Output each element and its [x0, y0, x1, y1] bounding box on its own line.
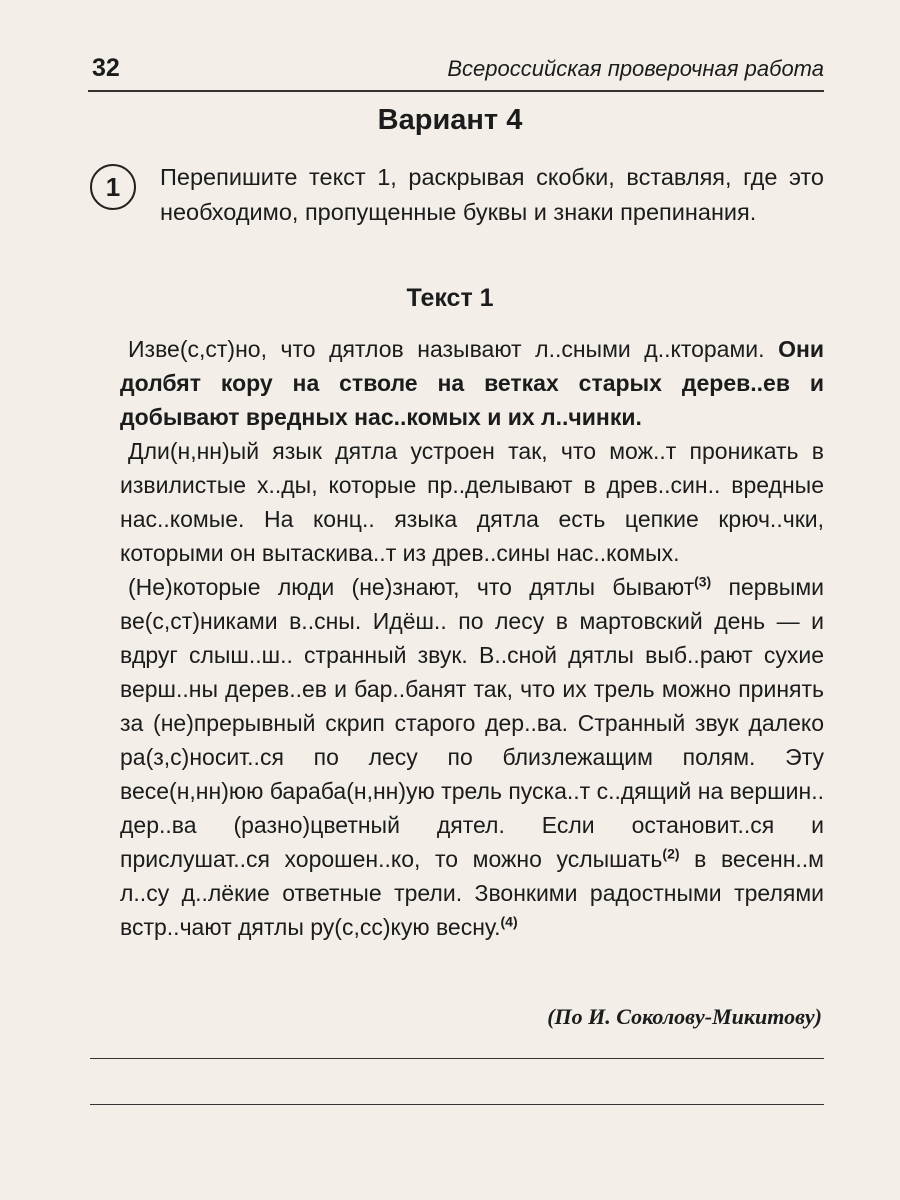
paragraph-1-normal: Изве(с,ст)но, что дятлов называют л..сными д..кторами. — [128, 336, 779, 362]
superscript-4: (4) — [500, 913, 518, 930]
paragraph-3-part-b: первыми ве(с,ст)никами в..сны. Идёш.. по лесу в мартовский день — и вдруг слыш..ш.. странный звук. В..сной дятлы выб..рают сухие верш..ны дерев..ев и бар..банят так, что их трель можно принять за (не)прерывный скрип старого дер..ва. Странный звук далеко ра(з,с)носит..ся по лесу по близлежащим полям. Эту весе(н,нн)юю бараба(н,нн)ую трель пуска..т с..дящий на вершин.. дер..ва (разно)цветный дятел. Если остановит..ся и прислушат..ся хорошен..ко, то можно услышать — [120, 574, 824, 872]
task-block — [90, 160, 824, 230]
task-number-circle: 1 — [90, 164, 136, 210]
header-title: Всероссийская проверочная работа — [447, 56, 824, 81]
exercise-text — [120, 332, 824, 944]
page-number: 32 — [92, 54, 120, 82]
answer-line-1[interactable] — [90, 1058, 824, 1059]
variant-title: Вариант 4 — [377, 104, 523, 136]
answer-line-2[interactable] — [90, 1104, 824, 1105]
text-title: Текст 1 — [406, 284, 494, 312]
task-instruction: Перепишите текст 1, раскрывая скобки, вставляя, где это необходимо, пропущенные буквы и знаки препинания. — [160, 164, 824, 225]
paragraph-3-part-a: (Не)которые люди (не)знают, что дятлы бывают — [128, 574, 695, 600]
paragraph-2: Дли(н,нн)ый язык дятла устроен так, что мож..т проникать в извилистые х..ды, которые пр..делывают в древ..син.. вредные нас..комые. На конц.. языка дятла есть цепкие крюч..чки, которыми он вытаскива..т из древ..сины нас..комых. — [120, 438, 824, 566]
paragraph-3-part-c: в весенн..м л..су д..лёкие ответные трели. Звонкими радостными трелями встр..чают дятлы ру(с,сс)кую весну. — [120, 846, 824, 940]
superscript-3: (3) — [694, 573, 712, 590]
paragraph-1-bold: Они долбят кору на стволе на ветках старых дерев..ев и добывают вредных нас..комых и их л..чинки. — [120, 336, 824, 430]
paragraph-1 — [120, 332, 824, 434]
superscript-2: (2) — [662, 845, 680, 862]
paragraph-3 — [120, 570, 824, 944]
page-header — [88, 50, 824, 92]
author-attribution: (По И. Соколову-Микитову) — [547, 1004, 822, 1029]
